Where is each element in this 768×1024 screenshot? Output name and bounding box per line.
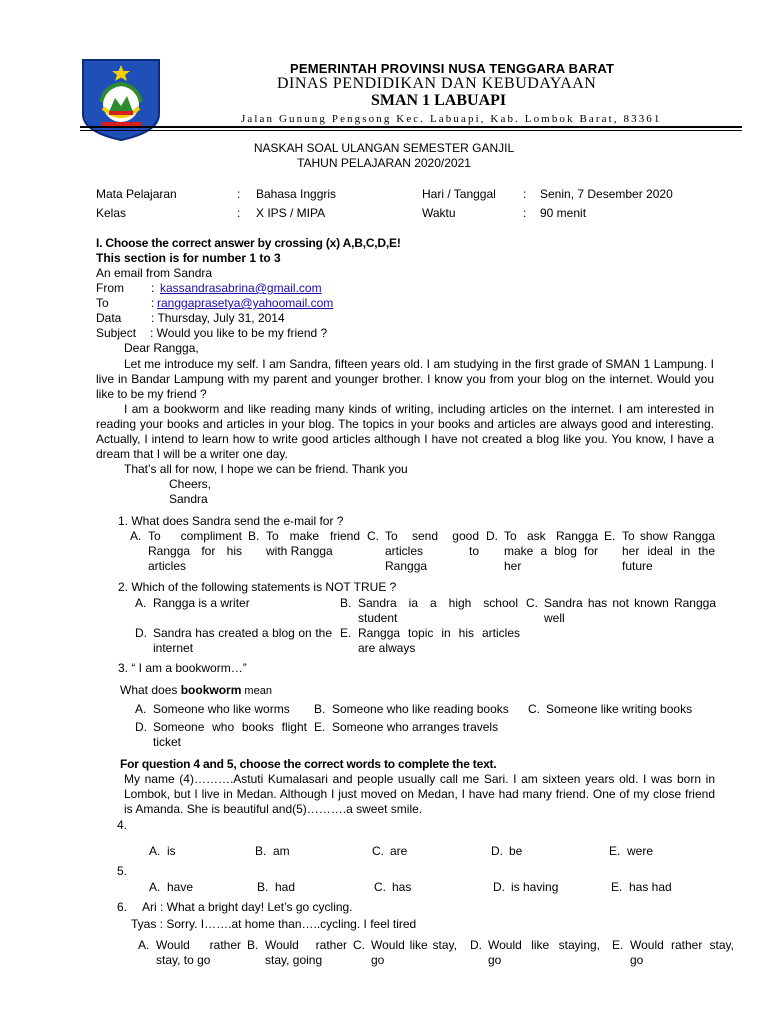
colon: :	[237, 187, 241, 201]
option-letter: D.	[470, 938, 482, 952]
question-6-option-a[interactable]	[138, 938, 241, 968]
option-text: Rangga topic in his articles are always	[358, 626, 520, 655]
email-intro: An email from Sandra	[96, 266, 213, 280]
option-letter: C.	[526, 596, 538, 610]
email-signature: Sandra	[169, 492, 208, 506]
option-letter: D.	[135, 720, 147, 734]
option-text: Sandra has created a blog on the internet	[153, 626, 332, 655]
email-subject-value: : Would you like to be my friend ?	[150, 326, 328, 340]
question-1-option-c[interactable]	[367, 529, 479, 574]
question-1-option-a[interactable]	[130, 529, 242, 574]
question-5-option-d[interactable]	[493, 880, 603, 895]
option-text: Sandra ia a high school student	[358, 596, 518, 625]
colon: :	[523, 187, 527, 201]
option-letter: B.	[247, 938, 259, 952]
option-letter: B.	[340, 596, 352, 610]
option-letter: C.	[367, 529, 379, 543]
letterhead-divider	[80, 126, 742, 128]
letterhead-divider-thin	[80, 130, 742, 131]
prompt-text-end: mean	[241, 685, 272, 697]
colon: :	[523, 206, 527, 220]
option-letter: C.	[353, 938, 365, 952]
letterhead-school: SMAN 1 LABUAPI	[371, 92, 507, 109]
option-letter: C.	[374, 880, 386, 894]
exam-year: TAHUN PELAJARAN 2020/2021	[297, 156, 471, 170]
option-text: Sandra has not known Rangga well	[544, 596, 716, 625]
question-6-option-d[interactable]	[470, 938, 600, 968]
option-text: Someone who arranges travels	[332, 720, 499, 734]
question-1-option-d[interactable]	[486, 529, 598, 574]
option-text: Rangga is a writer	[153, 596, 250, 610]
email-closing: Cheers,	[169, 477, 212, 491]
question-2-option-a[interactable]	[135, 596, 332, 611]
option-text: is having	[511, 880, 559, 894]
option-text: Someone who like worms	[153, 702, 290, 716]
question-4-option-a[interactable]	[149, 844, 249, 859]
class-value: X IPS / MIPA	[256, 206, 326, 220]
question-6-option-c[interactable]	[353, 938, 457, 968]
question-6-number: 6.	[117, 900, 128, 914]
option-text: Someone who books flight ticket	[153, 720, 307, 749]
question-3-option-a[interactable]	[135, 702, 307, 717]
option-letter: E.	[609, 844, 621, 858]
cloze-text: My name (4)……….Astuti Kumalasari and people usually call me Sari. I am sixteen years old. I was born in Lombok, but I live in Medan. Although I just moved on Medan, I have had many friend. One of my close friend is Amanda. She is beautiful and(5)……….a sweet smile.	[124, 772, 715, 816]
option-text: had	[275, 880, 296, 894]
option-letter: A.	[138, 938, 150, 952]
colon: :	[237, 206, 241, 220]
subject-label: Mata Pelajaran	[96, 187, 177, 201]
email-paragraph-3: That’s all for now, I hope we can be friend. Thank you	[124, 462, 408, 476]
question-3-option-d[interactable]	[135, 720, 307, 750]
question-6-line-1: Ari : What a bright day! Let’s go cycling.	[142, 900, 353, 914]
question-2-option-e[interactable]	[340, 626, 520, 656]
option-letter: D.	[493, 880, 505, 894]
email-date-label: Data	[96, 311, 122, 325]
option-text: Would like staying, go	[488, 938, 600, 967]
email-paragraph-1: Let me introduce my self. I am Sandra, fifteen years old. I am studying in the first grade of SMAN 1 Lampung. I live in Bandar Lampung with my parent and younger brother. I know you from your blog on the internet. Would you like to be my friend ?	[96, 357, 714, 401]
option-text: be	[509, 844, 523, 858]
option-text: has	[392, 880, 412, 894]
option-letter: D.	[486, 529, 498, 543]
email-to-link[interactable]: ranggaprasetya@yahoomail.com	[157, 296, 334, 310]
question-6-option-e[interactable]	[612, 938, 734, 968]
option-text: Would rather stay, going	[265, 938, 347, 967]
colon: :	[151, 296, 155, 310]
letterhead-government: PEMERINTAH PROVINSI NUSA TENGGARA BARAT	[290, 61, 615, 76]
option-letter: E.	[340, 626, 352, 640]
subject-value: Bahasa Inggris	[256, 187, 337, 201]
question-3-option-b[interactable]	[314, 702, 522, 717]
section-instruction: I. Choose the correct answer by crossing (x) A,B,C,D,E!	[96, 236, 401, 250]
option-letter: D.	[491, 844, 503, 858]
option-letter: A.	[130, 529, 142, 543]
question-4-option-e[interactable]	[609, 844, 709, 859]
option-text: Someone who like reading books	[332, 702, 509, 716]
cloze-instruction: For question 4 and 5, choose the correct words to complete the text.	[120, 757, 497, 771]
option-text: Would rather stay, to go	[156, 938, 241, 967]
option-text: were	[627, 844, 654, 858]
question-1-option-b[interactable]	[248, 529, 360, 559]
time-value: 90 menit	[540, 206, 587, 220]
option-letter: B.	[314, 702, 326, 716]
question-4-option-c[interactable]	[372, 844, 472, 859]
question-1-stem: 1. What does Sandra send the e-mail for ?	[118, 514, 344, 528]
option-letter: B.	[248, 529, 260, 543]
question-5-number: 5.	[117, 864, 128, 878]
option-letter: B.	[257, 880, 269, 894]
section-subheading: This section is for number 1 to 3	[96, 251, 281, 265]
letterhead-department: DINAS PENDIDIKAN DAN KEBUDAYAAN	[277, 75, 597, 92]
option-text: Someone like writing books	[546, 702, 693, 716]
option-text: have	[167, 880, 194, 894]
option-letter: A.	[135, 702, 147, 716]
question-4-number: 4.	[117, 818, 128, 832]
option-letter: E.	[612, 938, 624, 952]
prompt-text: What does	[120, 683, 181, 697]
question-6-line-2: Tyas : Sorry. I…….at home than…..cycling. I feel tired	[131, 917, 417, 931]
letterhead-address: Jalan Gunung Pengsong Kec. Labuapi, Kab. Lombok Barat, 83361	[241, 113, 662, 125]
question-3-option-e[interactable]	[314, 720, 522, 735]
option-letter: C.	[372, 844, 384, 858]
email-from-link[interactable]: kassandrasabrina@gmail.com	[160, 281, 322, 295]
option-letter: E.	[314, 720, 326, 734]
option-letter: A.	[135, 596, 147, 610]
colon: :	[151, 281, 155, 295]
question-2-option-c[interactable]	[526, 596, 716, 626]
option-letter: A.	[149, 844, 161, 858]
prompt-keyword: bookworm	[180, 683, 242, 697]
question-1-option-e[interactable]	[604, 529, 715, 574]
option-letter: C.	[528, 702, 540, 716]
question-5-option-b[interactable]	[257, 880, 357, 895]
question-3-prompt	[120, 683, 272, 699]
email-paragraph-2: I am a bookworm and like reading many kinds of writing, including articles on the internet. I am interested in reading your books and articles in your blog. The topics in your books and articles are always good and interesting. Actually, I intend to learn how to write good articles although I have not created a blog like you. You know, I have a dream that I will be a writer one day.	[96, 402, 714, 461]
option-text: are	[390, 844, 408, 858]
question-3-option-c[interactable]	[528, 702, 718, 717]
option-letter: E.	[604, 529, 616, 543]
option-letter: B.	[255, 844, 267, 858]
question-4-option-b[interactable]	[255, 844, 355, 859]
option-text: has had	[629, 880, 672, 894]
option-text: To make friend with Rangga	[266, 529, 360, 558]
option-text: is	[167, 844, 176, 858]
email-subject-label: Subject	[96, 326, 137, 340]
question-2-stem: 2. Which of the following statements is NOT TRUE ?	[118, 580, 397, 594]
question-2-option-b[interactable]	[340, 596, 518, 626]
email-to-label: To	[96, 296, 109, 310]
class-label: Kelas	[96, 206, 127, 220]
option-text: To ask Rangga make a blog for her	[504, 529, 598, 573]
email-date-value: : Thursday, July 31, 2014	[151, 311, 285, 325]
question-5-option-a[interactable]	[149, 880, 249, 895]
email-from-label: From	[96, 281, 124, 295]
option-text: To show Rangga her ideal in the future	[622, 529, 715, 573]
question-5-option-e[interactable]	[611, 880, 711, 895]
option-letter: D.	[135, 626, 147, 640]
email-greeting: Dear Rangga,	[124, 341, 199, 355]
question-2-option-d[interactable]	[135, 626, 332, 656]
option-letter: A.	[149, 880, 161, 894]
option-text: Would rather stay, go	[630, 938, 734, 967]
option-text: am	[273, 844, 290, 858]
question-4-option-d[interactable]	[491, 844, 591, 859]
option-text: Would like stay, go	[371, 938, 457, 967]
option-text: To send good articles to Rangga	[385, 529, 479, 573]
option-letter: E.	[611, 880, 623, 894]
question-6-option-b[interactable]	[247, 938, 347, 968]
question-3-stem: 3. “ I am a bookworm…”	[118, 661, 247, 675]
day-value: Senin, 7 Desember 2020	[540, 187, 673, 201]
day-label: Hari / Tanggal	[422, 187, 496, 201]
question-5-option-c[interactable]	[374, 880, 474, 895]
time-label: Waktu	[422, 206, 456, 220]
exam-title: NASKAH SOAL ULANGAN SEMESTER GANJIL	[253, 141, 515, 155]
option-text: To compliment Rangga for his articles	[148, 529, 242, 573]
